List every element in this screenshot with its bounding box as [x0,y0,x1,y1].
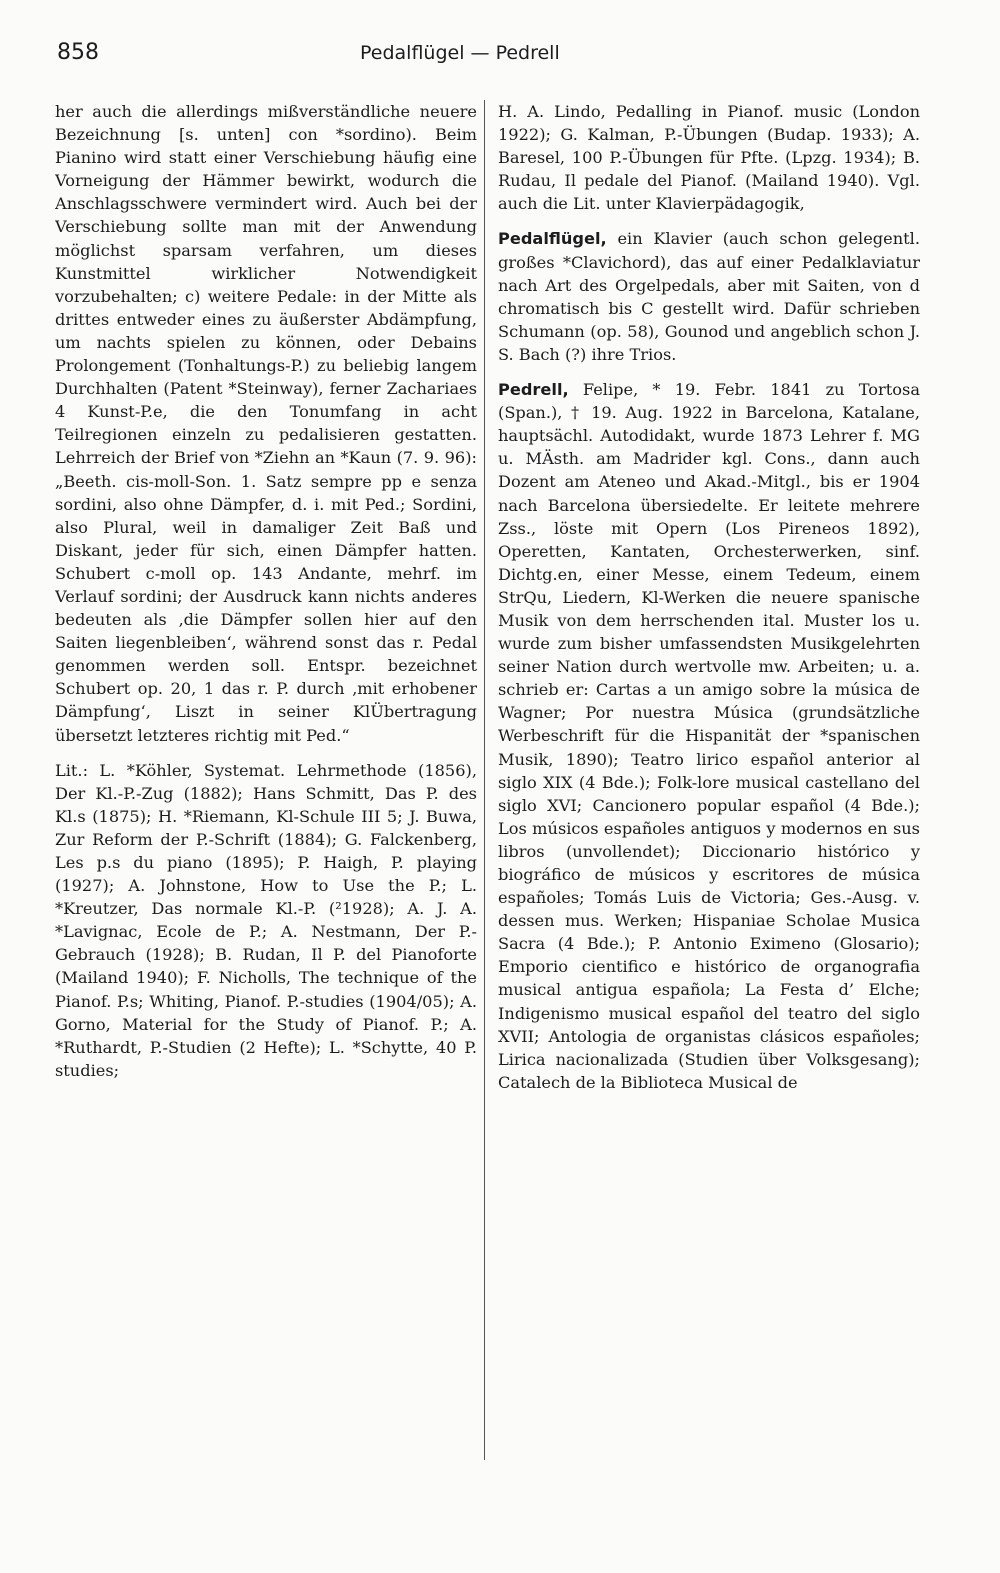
entry-pedrell-text: Felipe, * 19. Febr. 1841 zu Tortosa (Span.), † 19. Aug. 1922 in Barcelona, Katalane, hauptsächl. Autodidakt, wurde 1873 Lehrer f. MG u. MÄsth. am Madrider kgl. Cons., dann auch Dozent am Ateneo und Akad.-Mitgl., bis er 1904 nach Barcelona übersiedelte. Er leitete mehrere Zss., löste mit Opern (Los Pireneos 1892), Operetten, Kantaten, Orchesterwerken, sinf. Dichtg.en, einer Messe, einem Tedeum, einem StrQu, Liedern, Kl-Werken die neuere spanische Musik von dem herrschenden ital. Muster los u. wurde zum bisher umfassendsten Musikgelehrten seiner Nation durch wertvolle mw. Arbeiten; u. a. schrieb er: Cartas a un amigo sobre la música de Wagner; Por nuestra Música (grundsätzliche Werbeschrift für die Hispanität der *spanischen Musik, 1890); Teatro lirico español anterior al siglo XIX (4 Bde.); Folk-lore musical castellano del siglo XVI; Cancionero popular español (4 Bde.); Los músicos españoles antiguos y modernos en sus libros (unvollendet); Diccionario histórico y biográfico de músicos y escritores de música españoles; Tomás Luis de Victoria; Ges.-Ausg. v. dessen mus. Werken; Hispaniae Scholae Musica Sacra (4 Bde.); P. Antonio Eximeno (Glosario); Emporio cientifico e histórico de organografia musical antigua española; La Festa d’ Elche; Indigenismo musical español del teatro del siglo XVII; Antologia de organistas clásicos españoles; Lirica nacionalizada (Studien über Volksgesang); Catalech de la Biblioteca Musical de [498,380,920,1092]
entry-pedalfluegel-text: ein Klavier (auch schon gelegentl. großes *Clavichord), das auf einer Pedalklaviatur nach Art des Orgelpedals, aber mit Saiten, von d chromatisch bis C gestellt wird. Dafür schrieben Schumann (op. 58), Gounod und angeblich schon J. S. Bach (?) ihre Trios. [498,229,920,364]
right-paragraph-literature-continuation: H. A. Lindo, Pedalling in Pianof. music (London 1922); G. Kalman, P.-Übungen (Budap. 1933); A. Baresel, 100 P.-Übungen für Pfte. (Lpzg. 1934); B. Rudau, Il pedale del Pianof. (Mailand 1940). Vgl. auch die Lit. unter Klavierpädagogik, [498,102,920,214]
entry-pedrell-lemma: Pedrell, [498,380,569,400]
left-paragraph-literature: Lit.: L. *Köhler, Systemat. Lehrmethode (1856), Der Kl.-P.-Zug (1882); Hans Schmitt, Das P. des Kl.s (1875); H. *Riemann, Kl-Schule III 5; J. Buwa, Zur Reform der P.-Schrift (1884); G. Falckenberg, Les p.s du piano (1895); P. Haigh, P. playing (1927); A. Johnstone, How to Use the P.; L. *Kreutzer, Das normale Kl.-P. (²1928); A. J. A. *Lavignac, Ecole de P.; A. Nestmann, Der P.-Gebrauch (1928); B. Rudan, Il P. del Pianoforte (Mailand 1940); F. Nicholls, The technique of the Pianof. P.s; Whiting, Pianof. P.-studies (1904/05); A. Gorno, Material for the Study of Pianof. P.; A. *Ruthardt, P.-Studien (2 Hefte); L. *Schytte, 40 P. studies; [55,760,477,1080]
column-divider [484,100,485,1460]
left-column [55,100,477,1480]
right-column [498,100,920,1480]
entry-pedalfluegel-lemma: Pedalflügel, [498,229,607,249]
entry-pedrell [498,378,920,1094]
entry-pedalfluegel [498,227,920,366]
left-paragraph-continuation: her auch die allerdings mißverständliche neuere Bezeichnung [s. unten] con *sordino). Beim Pianino wird statt einer Verschiebung häufig eine Vorneigung der Hämmer bewirkt, wodurch die Anschlagsschwere vermindert wird. Auch bei der Verschiebung sollte man mit der Anwendung möglichst sparsam verfahren, um dieses Kunstmittel wirklicher Notwendigkeit vorzubehalten; c) weitere Pedale: in der Mitte als drittes entweder eines zu äußerster Abdämpfung, um nachts spielen zu können, oder Debains Prolongement (Tonhaltungs-P.) zu beliebig langem Durchhalten (Patent *Steinway), ferner Zachariaes 4 Kunst-P.e, die den Tonumfang in acht Teilregionen einzeln zu pedalisieren gestatten. Lehrreich der Brief von *Ziehn an *Kaun (7. 9. 96): „Beeth. cis-moll-Son. 1. Satz sempre pp e senza sordini, also ohne Dämpfer, d. i. mit Ped.; Sordini, also Plural, weil in damaliger Zeit Baß und Diskant, jeder für sich, einen Dämpfer hatten. Schubert c-moll op. 143 Andante, mehrf. im Verlauf sordini; der Ausdruck kann nichts anderes bedeuten als ‚die Dämpfer sollen hier auf den Saiten liegenbleiben‘, während sonst das r. Pedal genommen werden soll. Entspr. bezeichnet Schubert op. 20, 1 das r. P. durch ‚mit erhobener Dämpfung‘, Liszt in seiner KlÜbertragung übersetzt letzteres richtig mit Ped.“ [55,102,477,745]
running-head: Pedalflügel — Pedrell [360,42,560,64]
page-number: 858 [57,40,99,65]
